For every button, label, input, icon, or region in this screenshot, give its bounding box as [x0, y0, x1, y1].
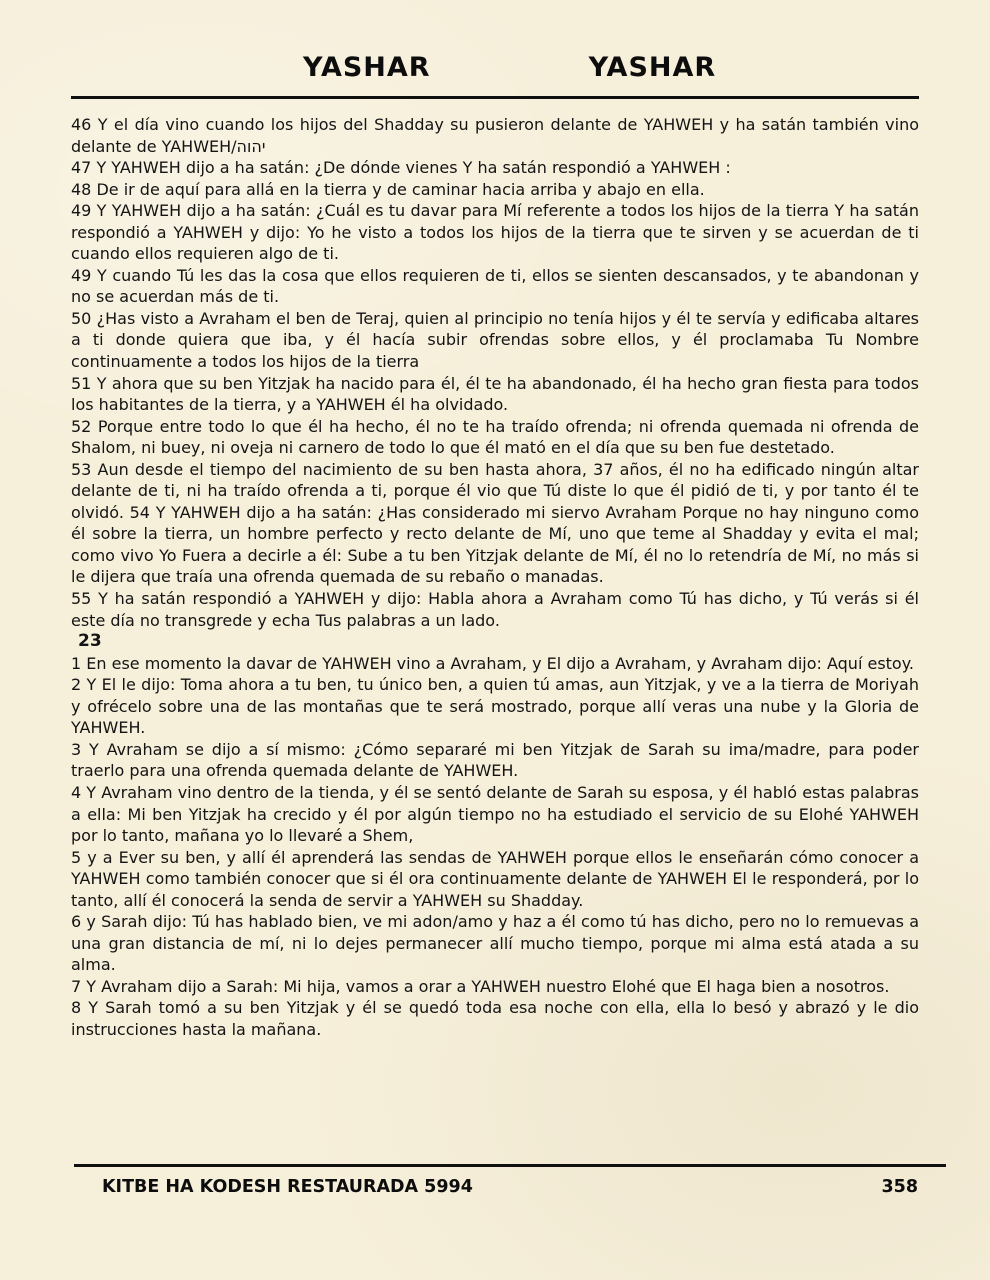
- verse-paragraph: 7 Y Avraham dijo a Sarah: Mi hija, vamos a orar a YAHWEH nuestro Elohé que El haga bien a nosotros.: [71, 976, 890, 996]
- verse-paragraph: 49 Y cuando Tú les das la cosa que ellos requieren de ti, ellos se sienten descansados, y te abandonan y no se acuerdan más de ti.: [71, 265, 919, 307]
- verse-paragraph: 3 Y Avraham se dijo a sí mismo: ¿Cómo separaré mi ben Yitzjak de Sarah su ima/madre, para poder traerlo para una ofrenda quemada delante de YAHWEH.: [71, 739, 919, 781]
- running-title-left: YASHAR: [303, 52, 431, 83]
- page-number: 358: [881, 1177, 918, 1197]
- verse-paragraph: 6 y Sarah dijo: Tú has hablado bien, ve mi adon/amo y haz a él como tú has dicho, pero no lo remuevas a una gran distancia de mí, ni lo dejes permanecer allí mucho tiempo, porque mi alma está atada a su alma.: [71, 912, 919, 975]
- footer-row: [74, 1167, 946, 1197]
- verse-paragraph: 50 ¿Has visto a Avraham el ben de Teraj, quien al principio no tenía hijos y él te servía y edificaba altares a ti donde quiera que iba, y él hacía subir ofrendas sobre ellos, y él proclamaba Tu Nombre continuamente a todos los hijos de la tierra: [71, 308, 919, 372]
- verse-paragraph: 53 Aun desde el tiempo del nacimiento de su ben hasta ahora, 37 años, él no ha edificado ningún altar delante de ti, ni ha traído ofrenda a ti, porque él vio que Tú diste lo que él pidió de ti, y por tanto él te olvidó. 54 Y YAHWEH dijo a ha satán: ¿Has considerado mi siervo Avraham Porque no hay ninguno como él sobre la tierra, un hombre perfecto y recto delante de Mí, uno que teme al Shadday y evita el mal; como vivo Yo Fuera a decirle a él: Sube a tu ben Yitzjak delante de Mí, él no lo retendría de Mí, no más si le dijera que traía una ofrenda quemada de su rebaño o manadas.: [71, 459, 919, 587]
- verse-paragraph: 48 De ir de aquí para allá en la tierra y de caminar hacia arriba y abajo en ella.: [71, 179, 705, 199]
- verse-paragraph: 8 Y Sarah tomó a su ben Yitzjak y él se quedó toda esa noche con ella, ella lo besó y abrazó y le dio instrucciones hasta la mañana.: [71, 998, 919, 1039]
- verse-paragraph: 46 Y el día vino cuando los hijos del Shadday su pusieron delante de YAHWEH y ha satán también vino delante de YAHWEH/יהוה: [71, 115, 919, 156]
- page-header: [71, 0, 919, 99]
- chapter-heading: 23: [78, 631, 102, 652]
- verse-paragraph: 1 En ese momento la davar de YAHWEH vino a Avraham, y El dijo a Avraham, y Avraham dijo: Aquí estoy.: [71, 653, 914, 673]
- verse-paragraph: 47 Y YAHWEH dijo a ha satán: ¿De dónde vienes Y ha satán respondió a YAHWEH :: [71, 158, 731, 178]
- verse-paragraph: 49 Y YAHWEH dijo a ha satán: ¿Cuál es tu davar para Mí referente a todos los hijos de la tierra Y ha satán respondió a YAHWEH y dijo: Yo he visto a todos los hijos de la tierra que te sirven y se acuerdan de ti cuando ellos requieren algo de ti.: [71, 201, 919, 264]
- footer-book-title: KITBE HA KODESH RESTAURADA 5994: [102, 1177, 473, 1197]
- header-titles: [71, 52, 919, 83]
- verse-paragraph: 5 y a Ever su ben, y allí él aprenderá las sendas de YAHWEH porque ellos le enseñarán cómo conocer a YAHWEH como también conocer que si él ora continuamente delante de YAHWEH El le responderá, por lo tanto, allí él conocerá la senda de servir a YAHWEH su Shadday.: [71, 847, 919, 910]
- verse-paragraph: 2 Y El le dijo: Toma ahora a tu ben, tu único ben, a quien tú amas, aun Yitzjak, y ve a la tierra de Moriyah y ofrécelo sobre una de las montañas que te será mostrado, porque allí veras una nube y la Gloria de YAHWEH.: [71, 675, 919, 738]
- page-body: [71, 114, 919, 1041]
- verse-paragraph: 4 Y Avraham vino dentro de la tienda, y él se sentó delante de Sarah su esposa, y él habló estas palabras a ella: Mi ben Yitzjak ha crecido y él por algún tiempo no ha estudiado el servicio de su Elohé YAHWEH por lo tanto, mañana yo lo llevaré a Shem,: [71, 782, 919, 846]
- running-title-right: YASHAR: [588, 52, 717, 83]
- verse-paragraph: 52 Porque entre todo lo que él ha hecho, él no te ha traído ofrenda; ni ofrenda quemada ni ofrenda de Shalom, ni buey, ni oveja ni carnero de todo lo que él mató en el día que su ben fue destetado.: [71, 416, 919, 458]
- verse-paragraph: 55 Y ha satán respondió a YAHWEH y dijo: Habla ahora a Avraham como Tú has dicho, y Tú verás si él este día no transgrede y echa Tus palabras a un lado.: [71, 589, 919, 630]
- page-footer: [74, 1164, 946, 1197]
- verse-paragraph: 51 Y ahora que su ben Yitzjak ha nacido para él, él te ha abandonado, él ha hecho gran fiesta para todos los habitantes de la tierra, y a YAHWEH él ha olvidado.: [71, 373, 919, 415]
- header-rule: [71, 96, 919, 99]
